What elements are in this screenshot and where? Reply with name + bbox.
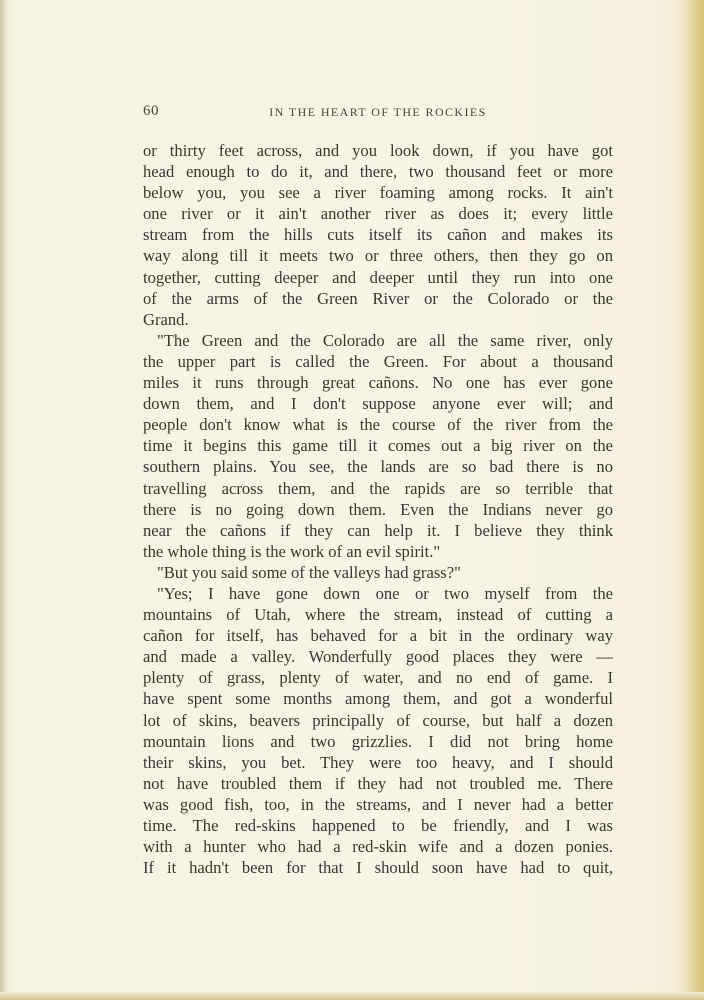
page-bottom-edge [0,992,704,1000]
text-line: If it hadn't been for that I should soon have had to quit, [143,858,613,878]
running-head [143,103,613,123]
text-line: time. The red-skins happened to be friendly, and I was [143,816,613,835]
text-line: there is no going down them. Even the Indians never go [143,499,613,519]
text-line: Grand. [143,309,189,329]
text-line: plenty of grass, plenty of water, and no end of game. I [143,668,613,688]
text-line: or thirty feet across, and you look down, if you have got [143,141,613,160]
text-line: not have troubled them if they had not troubled me. There [143,773,613,793]
text-line: mountains of Utah, where the stream, instead of cutting a [143,605,613,625]
body-text [143,140,613,878]
text-line: miles it runs through great cañons. No one has ever gone [143,373,613,393]
text-line: have spent some months among them, and got a wonderful [143,689,613,709]
text-line: with a hunter who had a red-skin wife and a dozen ponies. [143,837,613,857]
text-line: cañon for itself, has behaved for a bit in the ordinary way [143,626,613,646]
text-line: their skins, you bet. They were too heavy, and I should [143,752,613,772]
text-line: southern plains. You see, the lands are so bad there is no [143,457,613,477]
text-line: below you, you see a river foaming among rocks. It ain't [143,183,613,203]
text-line: way along till it meets two or three others, then they go on [143,246,613,266]
text-line: the upper part is called the Green. For about a thousand [143,351,613,371]
running-head-title: IN THE HEART OF THE ROCKIES [269,105,487,119]
text-line: lot of skins, beavers principally of course, but half a dozen [143,710,613,730]
text-line: down them, and I don't suppose anyone ever will; and [143,394,613,414]
text-line: of the arms of the Green River or the Colorado or the [143,288,613,308]
text-line: and made a valley. Wonderfully good places they were — [143,647,613,667]
page-left-edge [0,0,6,1000]
text-line: was good fish, too, in the streams, and I never had a better [143,794,613,814]
text-line: one river or it ain't another river as does it; every little [143,204,613,224]
text-line: head enough to do it, and there, two thousand feet or more [143,162,613,182]
text-line: time it begins this game till it comes out a big river on the [143,436,613,456]
text-line: stream from the hills cuts itself its cañon and makes its [143,225,613,245]
text-line: travelling across them, and the rapids are so terrible that [143,478,613,498]
page-number: 60 [143,103,159,119]
text-line: the whole thing is the work of an evil spirit." [143,541,441,561]
text-line: people don't know what is the course of the river from the [143,415,613,435]
text-line: together, cutting deeper and deeper until they run into one [143,267,613,287]
text-line: near the cañons if they can help it. I believe they think [143,520,613,540]
text-line: mountain lions and two grizzlies. I did not bring home [143,731,613,751]
text-line: "But you said some of the valleys had grass?" [157,562,461,582]
text-line: "Yes; I have gone down one or two myself from the [157,583,613,603]
text-line: "The Green and the Colorado are all the same river, only [157,330,613,350]
